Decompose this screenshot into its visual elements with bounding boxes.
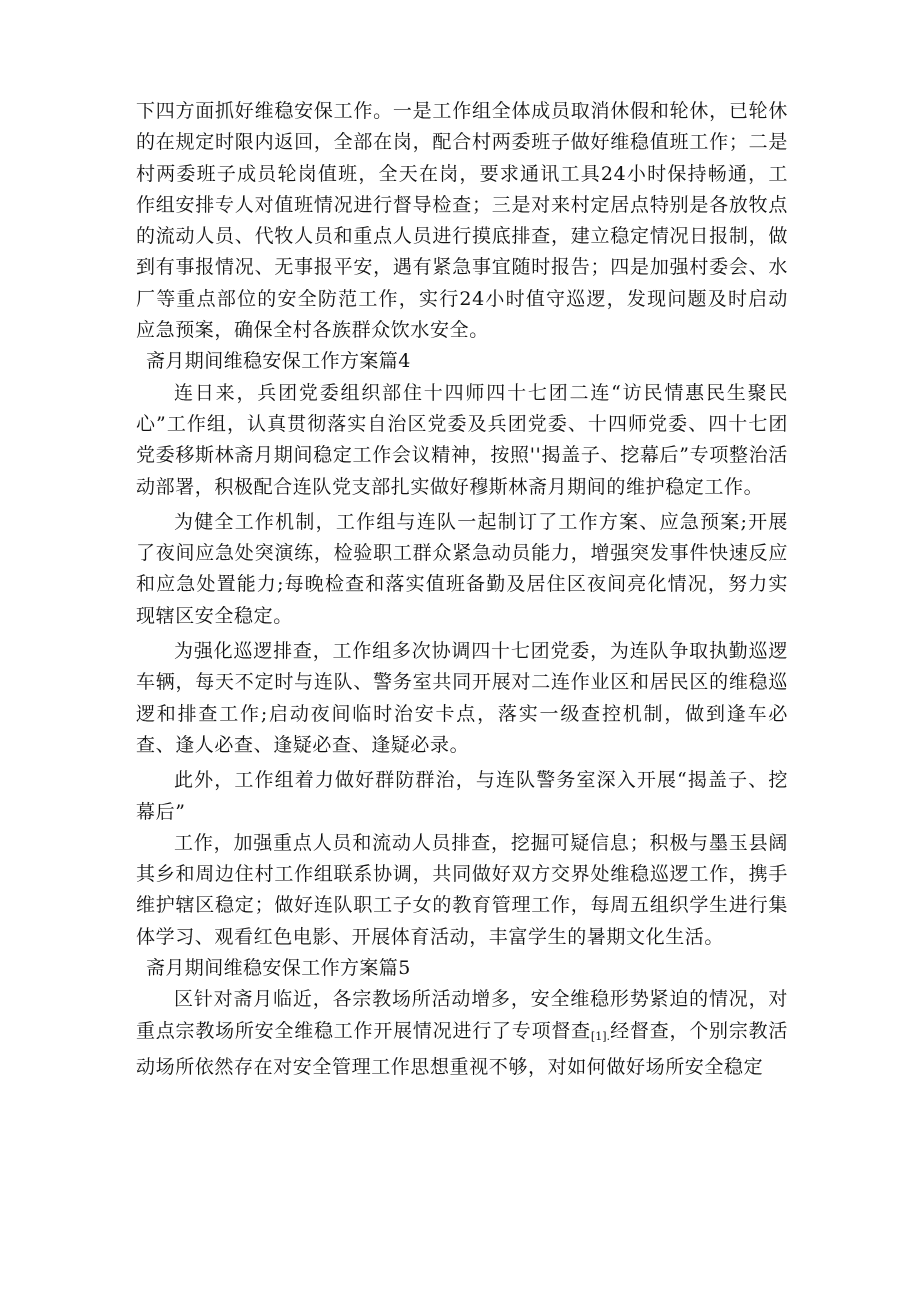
- section4-paragraph-2: 为健全工作机制，工作组与连队一起制订了工作方案、应急预案;开展了夜间应急处突演练，检验职工群众紧急动员能力，增强突发事件快速反应和应急处置能力;每晚检查和落实值班备勤及居住区夜间亮化情况，努力实现辖区安全稳定。: [136, 510, 788, 627]
- section3-tail-paragraph: 下四方面抓好维稳安保工作。一是工作组全体成员取消休假和轮休，已轮休的在规定时限内返回，全部在岗，配合村两委班子做好维稳值班工作；二是村两委班子成员轮岗值班，全天在岗，要求通讯工具24小时保持畅通，工作组安排专人对值班情况进行督导检查；三是对来村定居点特别是各放牧点的流动人员、代牧人员和重点人员进行摸底排查，建立稳定情况日报制，做到有事报情况、无事报平安，遇有紧急事宜随时报告；四是加强村委会、水厂等重点部位的安全防范工作，实行24小时值守巡逻，发现问题及时启动应急预案，确保全村各族群众饮水安全。: [136, 100, 788, 342]
- footnote-marker: [1].: [590, 1029, 610, 1043]
- section4-paragraph-5: 工作，加强重点人员和流动人员排查，挖掘可疑信息；积极与墨玉县阔其乡和周边住村工作组联系协调，共同做好双方交界处维稳巡逻工作，携手维护辖区稳定；做好连队职工子女的教育管理工作，每周五组织学生进行集体学习、观看红色电影、开展体育活动，丰富学生的暑期文化生活。: [136, 831, 788, 948]
- section5-paragraph-1: [136, 984, 788, 1083]
- section5-p1-before: 区针对斋月临近，各宗教场所活动增多，安全维稳形势紧迫的情况，对重点宗教场所安全维稳工作开展情况进行了专项督查: [136, 988, 788, 1042]
- section4-heading: 斋月期间维稳安保工作方案篇4: [146, 350, 411, 373]
- section4-paragraph-3: 为强化巡逻排查，工作组多次协调四十七团党委，为连队争取执勤巡逻车辆，每天不定时与连队、警务室共同开展对二连作业区和居民区的维稳巡逻和排查工作;启动夜间临时治安卡点，落实一级查控机制，做到逢车必查、逢人必查、逢疑必查、逢疑必录。: [136, 640, 788, 756]
- section5-p1-after: 经督查，个别宗教活动场所依然存在对安全管理工作思想重视不够，对如何做好场所安全稳定: [136, 1019, 788, 1078]
- section5-heading: 斋月期间维稳安保工作方案篇5: [146, 957, 411, 980]
- section4-paragraph-1: 连日来，兵团党委组织部住十四师四十七团二连“访民情惠民生聚民心”工作组，认真贯彻落实自治区党委及兵团党委、十四师党委、四十七团党委移斯林斋月期间稳定工作会议精神，按照''揭盖子、挖幕后”专项整治活动部署，积极配合连队党支部扎实做好穆斯林斋月期间的维护稳定工作。: [136, 381, 788, 498]
- document-page: [136, 96, 788, 1083]
- section4-paragraph-4: 此外，工作组着力做好群防群治，与连队警务室深入开展“揭盖子、挖幕后”: [136, 769, 788, 823]
